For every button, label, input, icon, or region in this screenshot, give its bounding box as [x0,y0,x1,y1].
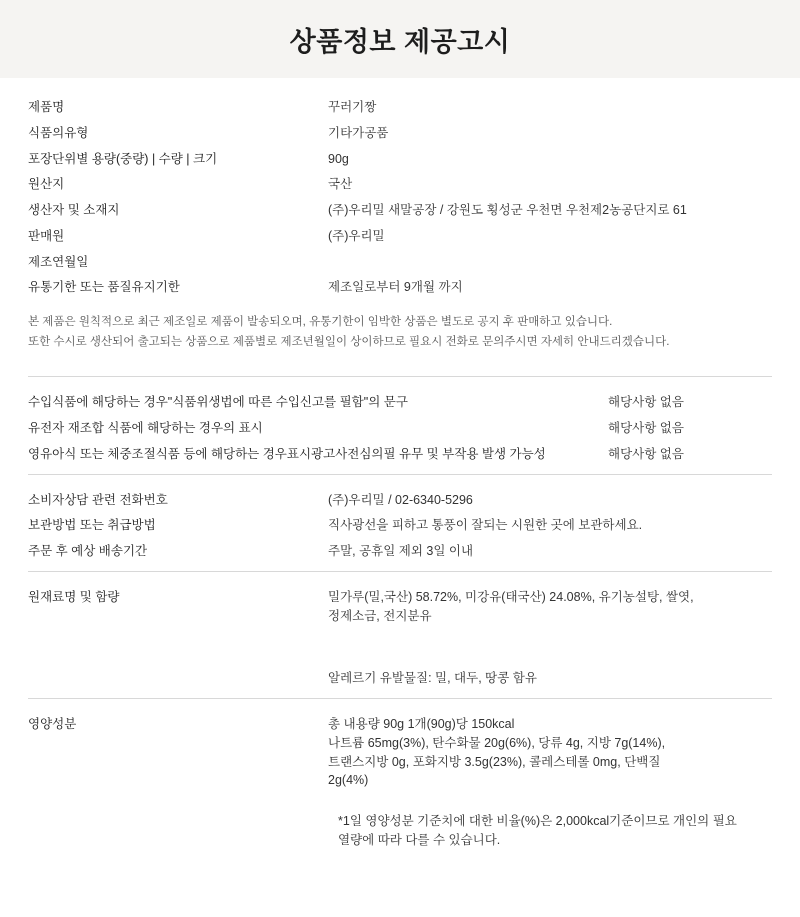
info-row [28,124,772,143]
info-row [28,175,772,194]
info-row [28,201,772,220]
info-label: 원산지 [28,177,65,192]
info-row [28,253,772,272]
nutrition-section [28,698,772,868]
ingredients-line: 정제소금, 전지분유 [328,608,432,623]
info-label: 식품의유형 [28,125,89,140]
declaration-label: 유전자 재조합 식품에 해당하는 경우의 표시 [28,421,263,435]
ingredients-line: 밀가루(밀,국산) 58.72%, 미강유(태국산) 24.08%, 유기농설탕, 쌀엿, [328,589,694,604]
nutrition-footnote-line: *1일 영양성분 기준치에 대한 비율(%)은 2,000kcal기준이므로 개인의 필요 [338,814,737,828]
declaration-row [28,419,772,438]
info-value: 꾸러기짱 [328,100,377,114]
nutrition-line: 총 내용량 90g 1개(90g)당 150kcal [328,717,515,731]
declaration-value: 해당사항 없음 [608,446,684,461]
info-value: 제조일로부터 9개월 까지 [328,280,463,295]
nutrition-footnote-line: 열량에 따라 다를 수 있습니다. [338,832,501,847]
info-row [28,98,772,117]
info-label: 제조연월일 [28,254,89,269]
content-area [0,78,800,868]
contact-label: 주문 후 예상 배송기간 [28,544,148,558]
contact-value: 주말, 공휴일 제외 3일 이내 [328,544,474,558]
declaration-row [28,445,772,464]
info-label: 제품명 [28,100,65,114]
nutrition-line: 트랜스지방 0g, 포화지방 3.5g(23%), 콜레스테롤 0mg, 단백질 [328,754,661,769]
note-line: 또한 수시로 생산되어 출고되는 상품으로 제품별로 제조년월일이 상이하므로 필요시 전화로 문의주시면 자세히 안내드리겠습니다. [28,336,670,349]
contact-label: 보관방법 또는 취급방법 [28,518,156,533]
info-row [28,278,772,297]
info-value: 90g [328,151,349,166]
declarations-section [28,376,772,473]
ingredients-label: 원재료명 및 함량 [28,589,120,604]
contact-label: 소비자상담 관련 전화번호 [28,492,168,507]
info-label: 포장단위별 용량(중량) | 수량 | 크기 [28,151,218,166]
ingredients-spacer [328,647,772,669]
nutrition-value [328,715,772,850]
contact-value: 직사광선을 피하고 통풍이 잘되는 시원한 곳에 보관하세요. [328,518,643,533]
declaration-label: 영유아식 또는 체중조절식품 등에 해당하는 경우표시광고사전심의필 유무 및 부작용 발생 가능성 [28,446,546,461]
info-value: 국산 [328,177,353,192]
info-value: (주)우리밀 새말공장 / 강원도 횡성군 우천면 우천제2농공단지로 61 [328,203,687,217]
nutrition-line: 2g(4%) [328,773,369,788]
ingredients-value [328,588,772,688]
ingredients-row [28,588,772,688]
info-label: 유통기한 또는 품질유지기한 [28,280,180,295]
allergy-info: 알레르기 유발물질: 밀, 대두, 땅콩 함유 [328,671,537,686]
declaration-value: 해당사항 없음 [608,395,684,410]
declaration-row [28,393,772,412]
info-value: (주)우리밀 [328,228,385,243]
info-row [28,150,772,169]
info-row [28,227,772,246]
contact-row [28,516,772,535]
page-title-bar [0,0,800,78]
ingredients-section [28,571,772,698]
contact-value: (주)우리밀 / 02-6340-5296 [328,492,473,507]
note-line: 본 제품은 원칙적으로 최근 제조일로 제품이 발송되오며, 유통기한이 임박한 상품은 별도로 공지 후 판매하고 있습니다. [28,316,613,328]
nutrition-row [28,715,772,850]
delivery-note [28,304,772,366]
contact-row [28,542,772,561]
info-value: 기타가공품 [328,125,389,140]
declaration-value: 해당사항 없음 [608,421,684,435]
page-title: 상품정보 제공고시 [289,26,511,57]
contact-row [28,491,772,510]
info-label: 생산자 및 소재지 [28,203,120,217]
basic-info-section [28,78,772,376]
contact-section [28,474,772,571]
info-label: 판매원 [28,228,65,243]
ingredients-spacer [328,625,772,647]
nutrition-label: 영양성분 [28,717,77,731]
nutrition-spacer [328,790,772,812]
nutrition-line: 나트륨 65mg(3%), 탄수화물 20g(6%), 당류 4g, 지방 7g(14%), [328,735,666,750]
declaration-label: 수입식품에 해당하는 경우"식품위생법에 따른 수입신고를 필함"의 문구 [28,395,408,410]
